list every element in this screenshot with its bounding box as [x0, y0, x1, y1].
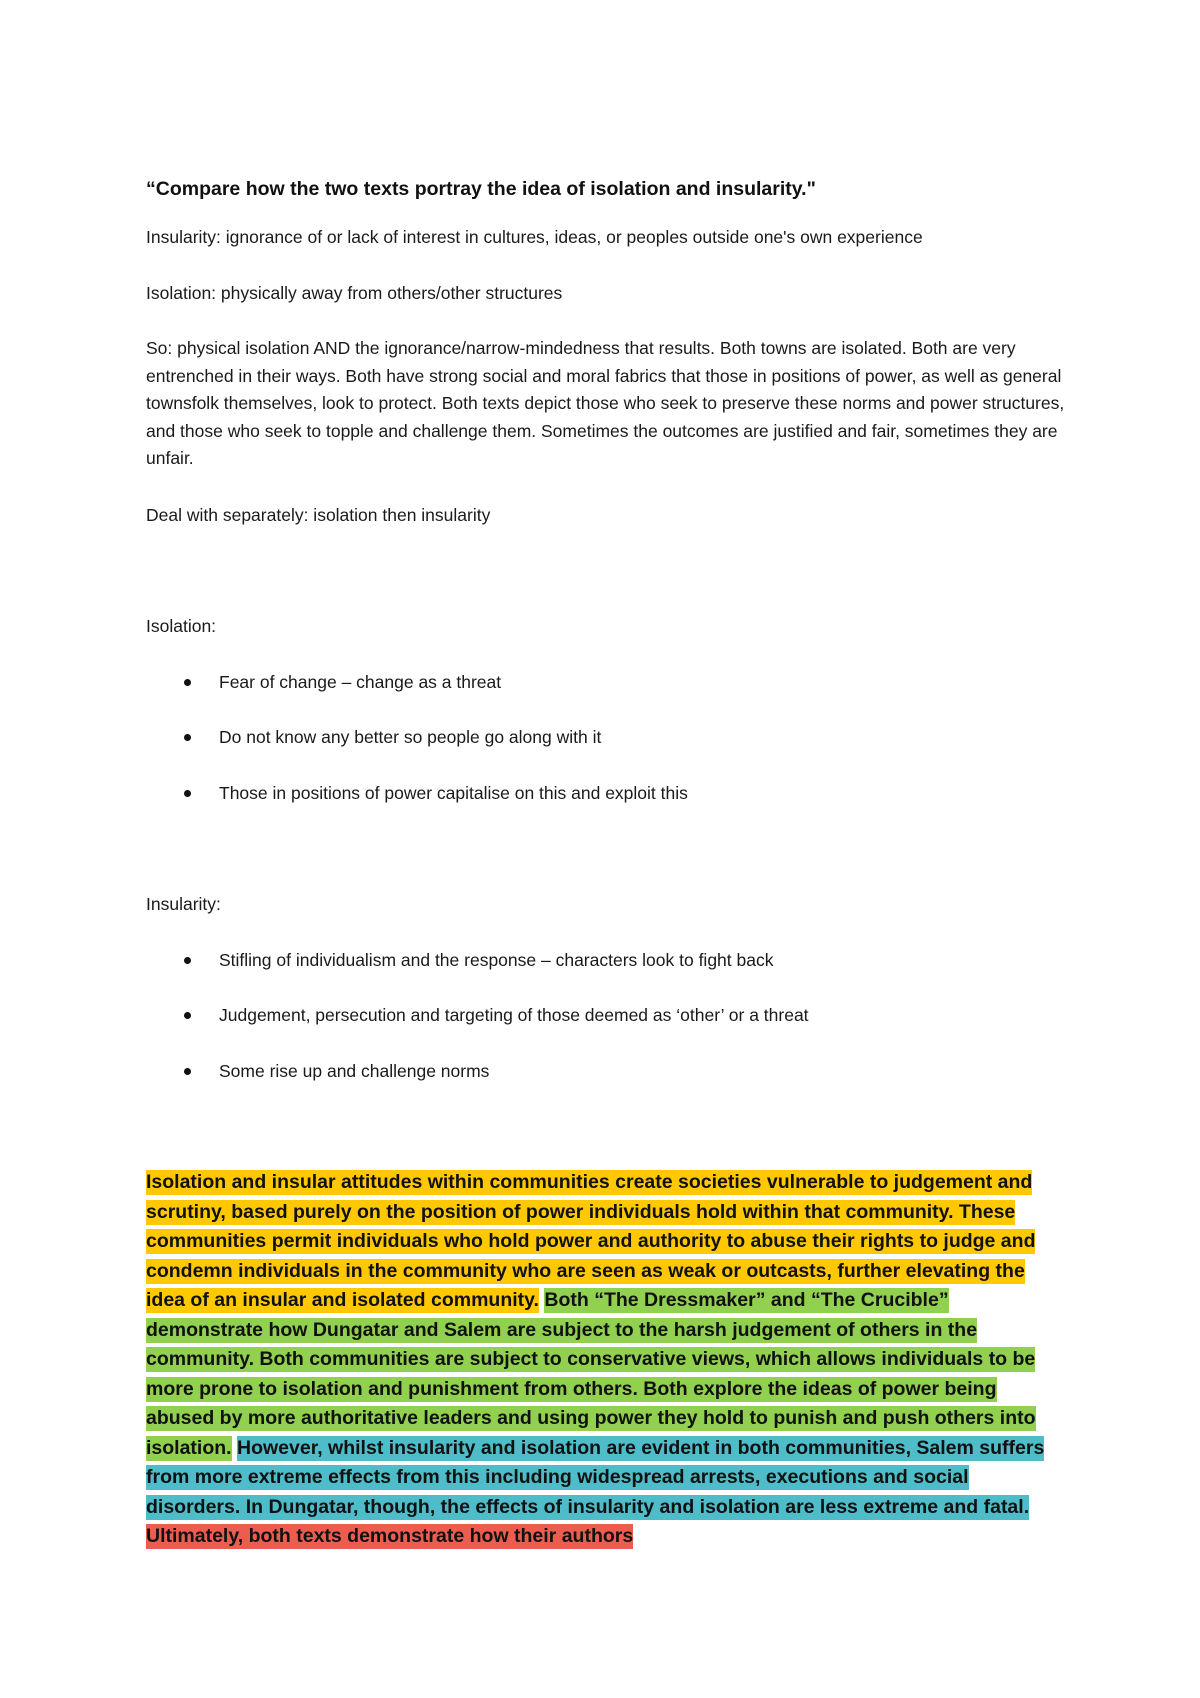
bullet-text: Judgement, persecution and targeting of those deemed as ‘other’ or a threat — [219, 1005, 809, 1026]
bullet-icon — [184, 1068, 191, 1075]
isolation-bullet-list — [146, 669, 1076, 808]
essay-question: “Compare how the two texts portray the idea of isolation and insularity." — [146, 178, 816, 200]
insularity-heading: Insularity: — [146, 894, 221, 915]
bullet-icon — [184, 957, 191, 964]
bullet-icon — [184, 734, 191, 741]
list-item — [146, 724, 1076, 752]
bullet-text: Some rise up and challenge norms — [219, 1060, 490, 1081]
bullet-icon — [184, 1012, 191, 1019]
bullet-text: Those in positions of power capitalise on this and exploit this — [219, 782, 688, 803]
highlight-yellow-segment: Isolation and insular attitudes within communities create societies vulnerable to judgement and scrutiny, based purely on the position of power individuals hold within that community. These communities permit individuals who hold power and authority to abuse their rights to judge and condemn individuals in the community who are seen as weak or outcasts, further elevating the idea of an insular and isolated community. — [146, 1171, 1036, 1312]
list-item — [146, 1002, 1076, 1030]
highlight-green-segment: Both “The Dressmaker” and “The Crucible” demonstrate how Dungatar and Salem are subject to the harsh judgement of others in the community. Both communities are subject to conservative views, which allows individuals to be more prone to isolation and punishment from others. Both explore the ideas of power being abused by more authoritative leaders and using power they hold to punish and push others into isolation. — [146, 1289, 1036, 1459]
insularity-bullet-list — [146, 947, 1076, 1086]
highlighted-essay-paragraph — [146, 1168, 1066, 1552]
bullet-text: Do not know any better so people go along with it — [219, 727, 602, 748]
bullet-text: Fear of change – change as a threat — [219, 671, 502, 692]
bullet-icon — [184, 790, 191, 797]
insularity-definition: Insularity: ignorance of or lack of interest in cultures, ideas, or peoples outside one's own experience — [146, 227, 923, 248]
isolation-heading: Isolation: — [146, 616, 217, 637]
list-item — [146, 947, 1076, 975]
list-item — [146, 1058, 1076, 1086]
list-item — [146, 669, 1076, 697]
summary-paragraph: So: physical isolation AND the ignorance/narrow-mindedness that results. Both towns are isolated. Both are very entrenched in their ways. Both have strong social and moral fabrics that those in positions of power, as well as general townsfolk themselves, look to protect. Both texts depict those who seek to preserve these norms and power structures, and those who seek to topple and challenge them. Sometimes the outcomes are justified and fair, sometimes they are unfair. — [146, 338, 1065, 469]
document-page — [146, 160, 1076, 1571]
bullet-text: Stifling of individualism and the response – characters look to fight back — [219, 949, 774, 970]
bullet-icon — [184, 679, 191, 686]
list-item — [146, 780, 1076, 808]
approach-note: Deal with separately: isolation then insularity — [146, 504, 491, 525]
highlight-red-segment: Ultimately, both texts demonstrate how their authors — [146, 1525, 634, 1548]
highlight-teal-segment: However, whilst insularity and isolation are evident in both communities, Salem suffers from more extreme effects from this including widespread arrests, executions and social disorders. In Dungatar, though, the effects of insularity and isolation are less extreme and fatal. — [146, 1436, 1045, 1518]
isolation-definition: Isolation: physically away from others/other structures — [146, 282, 563, 303]
